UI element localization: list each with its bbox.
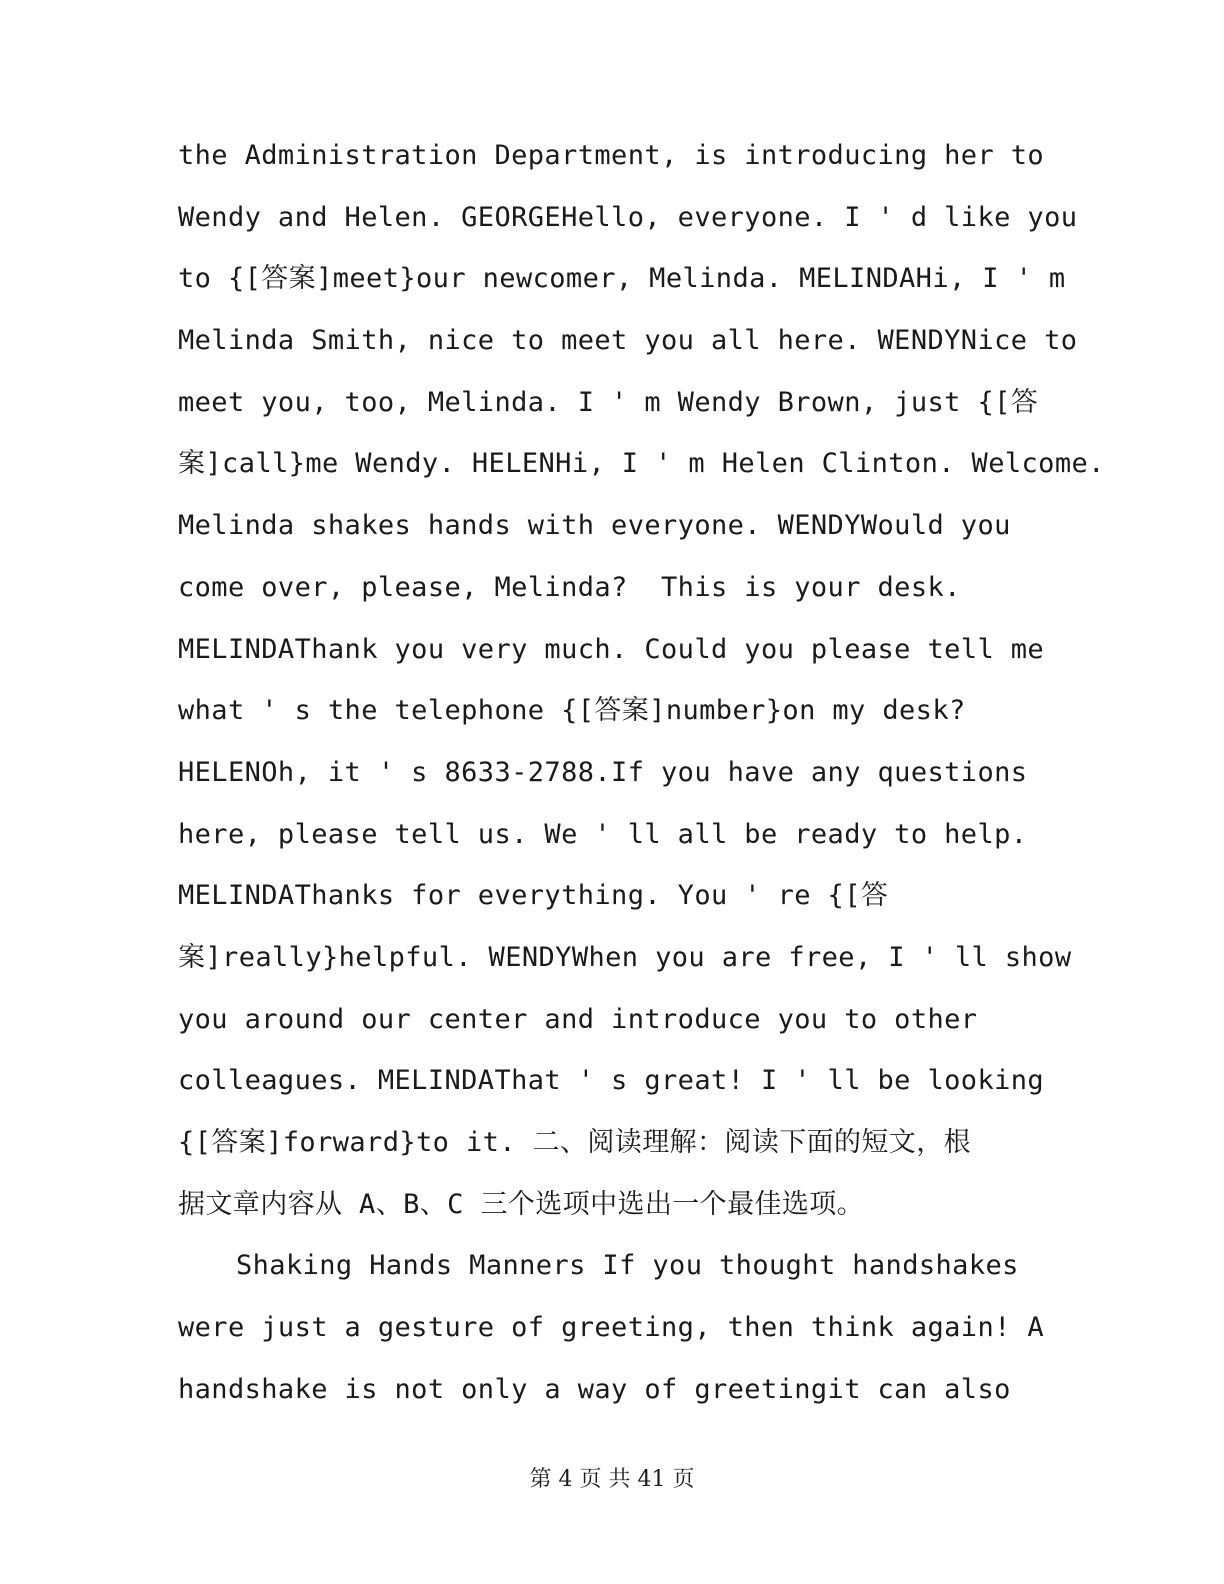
text-line: the Administration Department, is introducing her to xyxy=(178,140,1045,171)
text-line: you around our center and introduce you to other xyxy=(178,1003,978,1035)
text-line: colleagues. MELINDAThat ' s great! I ' ll be looking xyxy=(178,1065,1045,1097)
text-line: 案]really}helpful. WENDYWhen you are free, I ' ll show xyxy=(178,941,1072,973)
text-line: MELINDAThank you very much. Could you please tell me xyxy=(178,633,1045,665)
text-line: MELINDAThanks for everything. You ' re {[答 xyxy=(178,880,889,912)
page-number-footer: 第 4 页 共 41 页 xyxy=(529,1467,695,1492)
document-body xyxy=(178,125,1105,1420)
text-line: HELENOh, it ' s 8633-2788.If you have any questions xyxy=(178,756,1028,788)
text-line: were just a gesture of greeting, then think again! A xyxy=(178,1312,1045,1344)
text-line: handshake is not only a way of greetingit can also xyxy=(178,1373,1011,1405)
text-line: meet you, too, Melinda. I ' m Wendy Brown, just {[答 xyxy=(178,386,1039,418)
text-line: Melinda Smith, nice to meet you all here. WENDYNice to xyxy=(178,325,1078,357)
text-line: here, please tell us. We ' ll all be ready to help. xyxy=(178,818,1028,850)
text-line: {[答案]forward}to it. 二、阅读理解：阅读下面的短文，根 xyxy=(178,1127,971,1158)
paragraph-first-line: Shaking Hands Manners If you thought handshakes xyxy=(236,1250,1019,1282)
text-line: Melinda shakes hands with everyone. WENDYWould you xyxy=(178,510,1011,542)
text-line: 据文章内容从 A、B、C 三个选项中选出一个最佳选项。 xyxy=(178,1188,865,1220)
text-line: come over, please, Melinda? This is your desk. xyxy=(178,571,961,603)
text-line: what ' s the telephone {[答案]number}on my desk? xyxy=(178,695,966,727)
text-line: 案]call}me Wendy. HELENHi, I ' m Helen Clinton. Welcome. xyxy=(178,448,1105,480)
text-line: to {[答案]meet}our newcomer, Melinda. MELINDAHi, I ' m xyxy=(178,263,1066,295)
text-line: Wendy and Helen. GEORGEHello, everyone. I ' d like you xyxy=(178,201,1078,233)
